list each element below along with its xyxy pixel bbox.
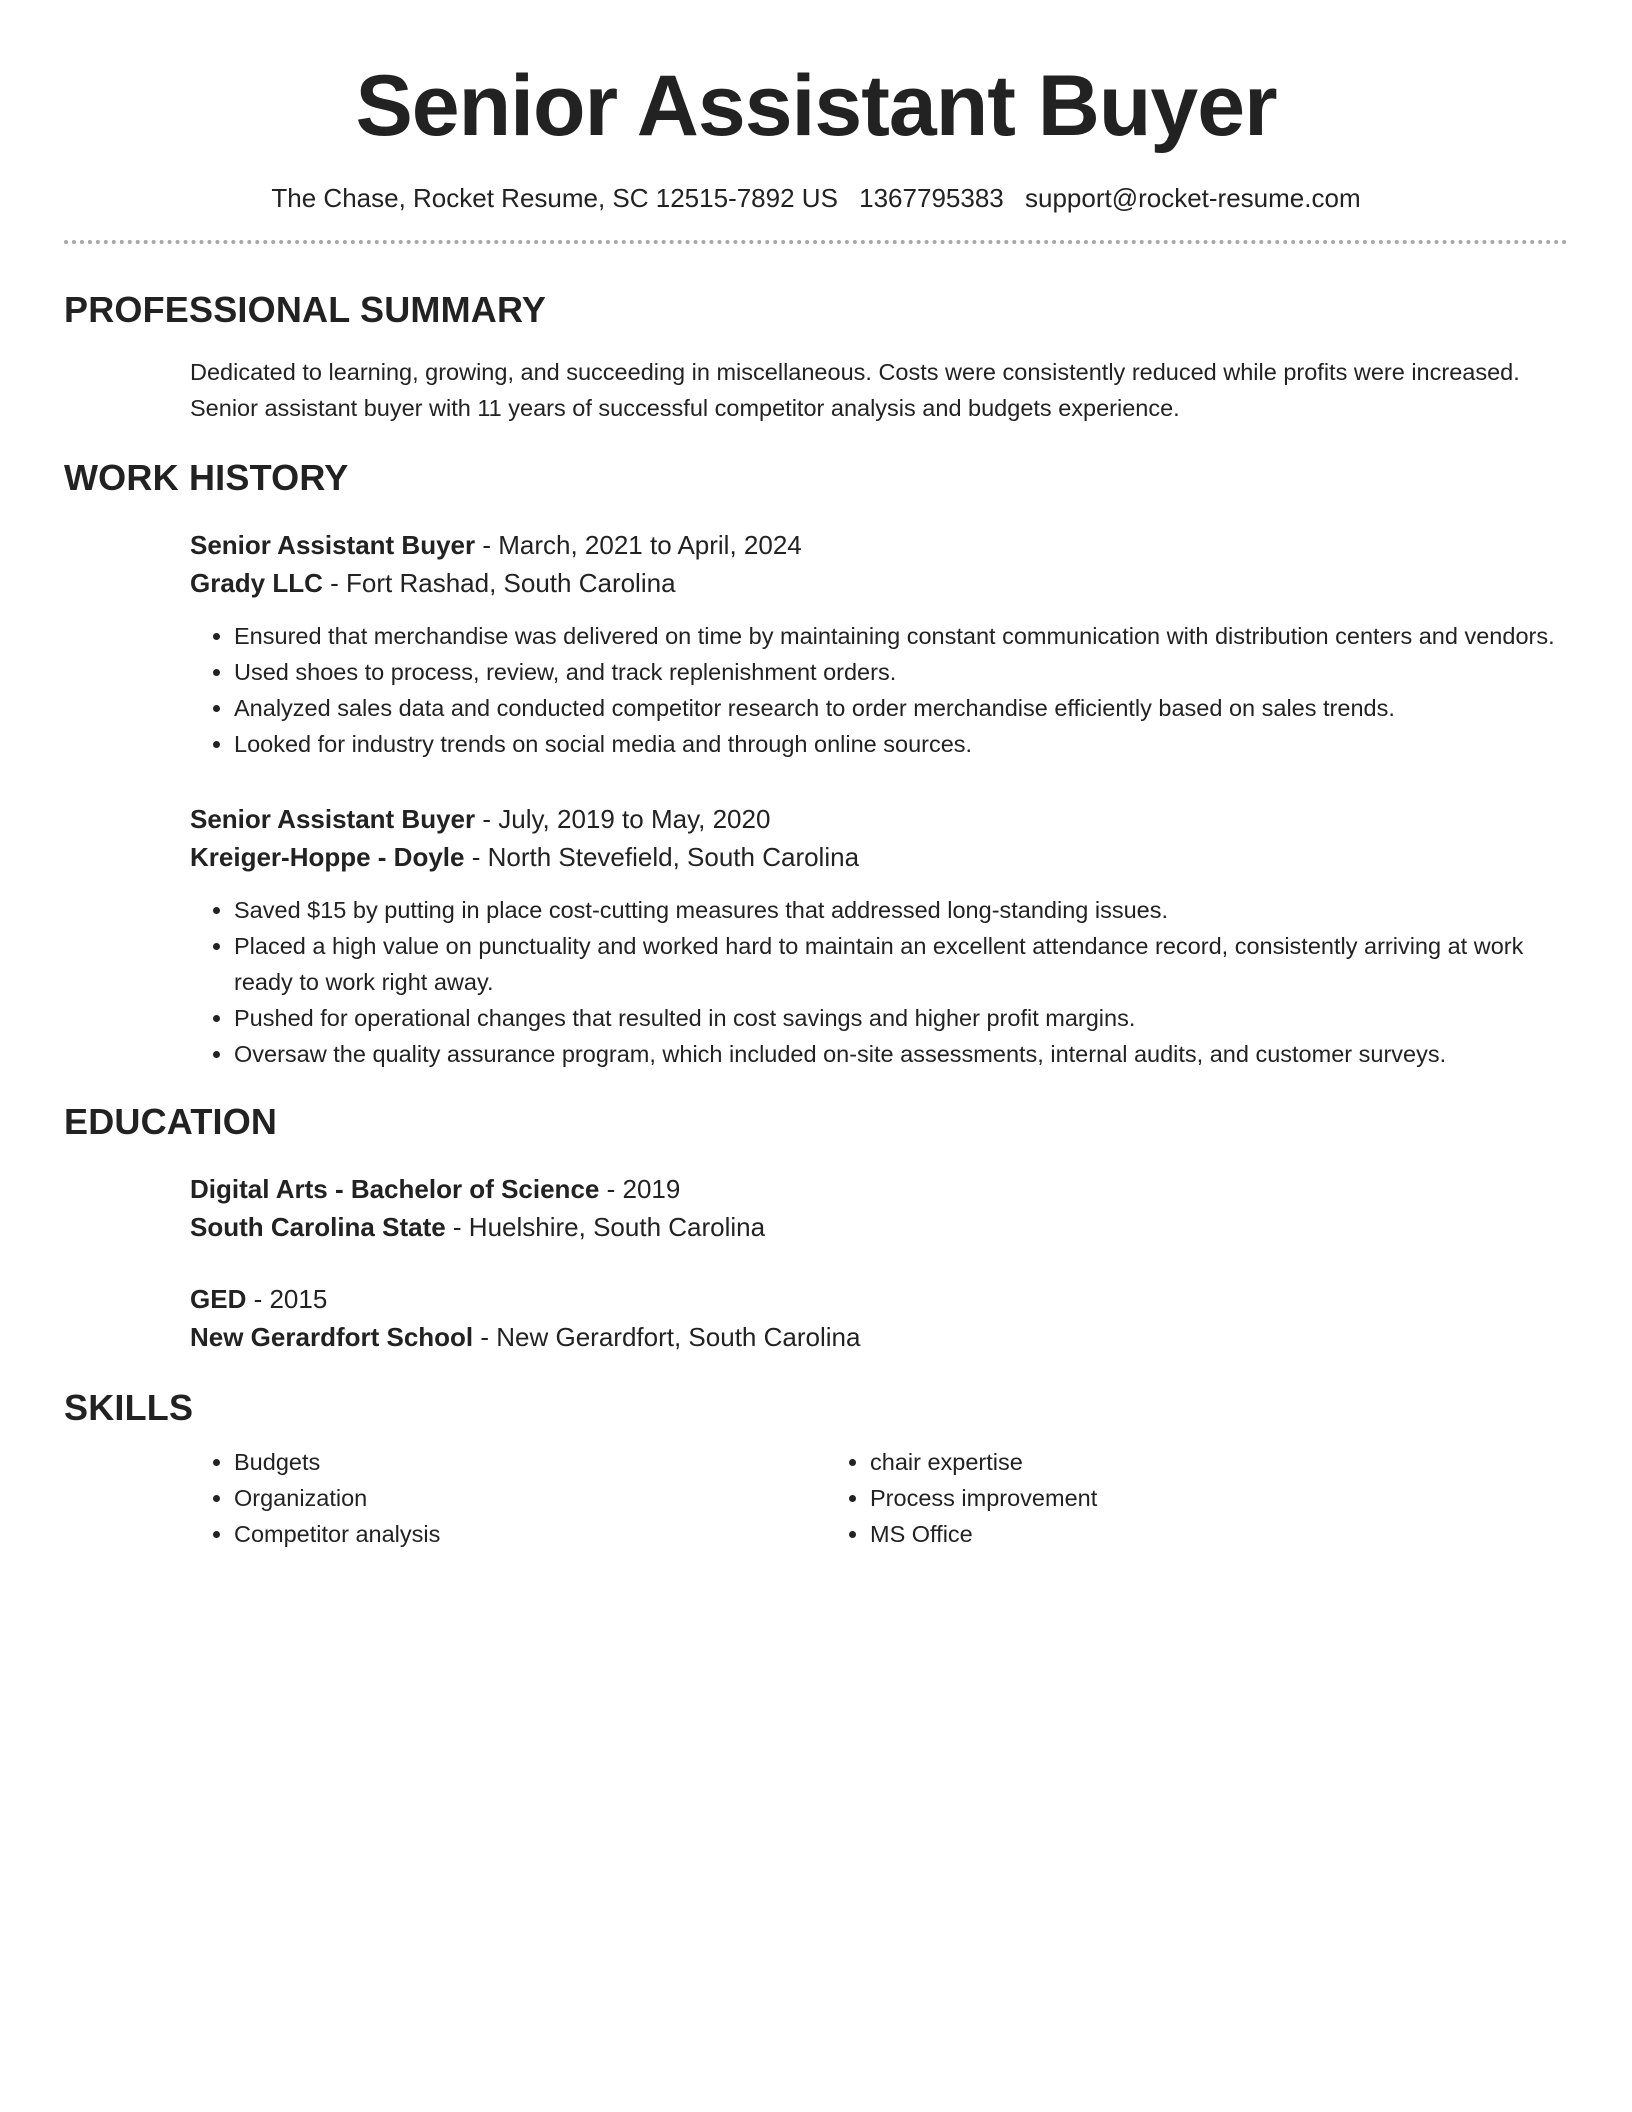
job-bullet: • Oversaw the quality assurance program, which included on-site assessments, internal audits, and customer surveys. — [234, 1036, 1568, 1072]
skills-section — [64, 1444, 1568, 1552]
skill-item: • Budgets — [234, 1444, 826, 1480]
header-divider — [64, 240, 1568, 244]
job-entry — [190, 800, 1568, 1072]
job-role: Senior Assistant Buyer — [190, 530, 476, 560]
resume-header — [64, 0, 1568, 214]
work-history-section — [64, 526, 1568, 1072]
candidate-name: Senior Assistant Buyer — [355, 58, 1277, 154]
job-bullet: • Pushed for operational changes that resulted in cost savings and higher profit margins. — [234, 1000, 1568, 1036]
skills-grid — [190, 1444, 1568, 1552]
education-section — [64, 1170, 1568, 1356]
section-title-work-history: WORK HISTORY — [64, 457, 349, 498]
skill-item: • MS Office — [870, 1516, 1462, 1552]
contact-info — [64, 182, 1568, 214]
job-company: Kreiger-Hoppe - Doyle — [190, 842, 465, 872]
job-bullet: • Used shoes to process, review, and track replenishment orders. — [234, 654, 1568, 690]
skill-item: • Process improvement — [870, 1480, 1462, 1516]
job-bullet: • Looked for industry trends on social media and through online sources. — [234, 726, 1568, 762]
section-title-education: EDUCATION — [64, 1101, 278, 1142]
education-year: - 2015 — [246, 1284, 328, 1314]
skill-item: • Competitor analysis — [234, 1516, 826, 1552]
education-entry — [190, 1170, 1568, 1246]
job-location: - Fort Rashad, South Carolina — [322, 568, 676, 598]
section-title-summary: PROFESSIONAL SUMMARY — [64, 289, 547, 330]
job-location: - North Stevefield, South Carolina — [464, 842, 860, 872]
summary-section — [64, 354, 1568, 426]
education-degree: Digital Arts - Bachelor of Science — [190, 1174, 600, 1204]
skills-list-right — [826, 1444, 1462, 1552]
job-bullets — [190, 892, 1568, 1072]
job-bullet: • Analyzed sales data and conducted competitor research to order merchandise efficiently based on sales trends. — [234, 690, 1568, 726]
job-role: Senior Assistant Buyer — [190, 804, 476, 834]
job-company-line — [190, 564, 1568, 602]
job-role-line — [190, 526, 1568, 564]
job-dates: - July, 2019 to May, 2020 — [475, 804, 771, 834]
education-school-line — [190, 1318, 1568, 1356]
education-location: - New Gerardfort, South Carolina — [473, 1322, 861, 1352]
job-company: Grady LLC — [190, 568, 323, 598]
section-title-skills: SKILLS — [64, 1387, 194, 1428]
education-entry — [190, 1280, 1568, 1356]
contact-address: The Chase, Rocket Resume, SC 12515-7892 US — [271, 183, 838, 213]
job-role-line — [190, 800, 1568, 838]
job-bullet: • Ensured that merchandise was delivered on time by maintaining constant communication with distribution centers and vendors. — [234, 618, 1568, 654]
job-bullet: • Saved $15 by putting in place cost-cutting measures that addressed long-standing issues. — [234, 892, 1568, 928]
job-company-line — [190, 838, 1568, 876]
education-degree-line — [190, 1280, 1568, 1318]
education-school-line — [190, 1208, 1568, 1246]
education-degree: GED — [190, 1284, 247, 1314]
job-bullets — [190, 618, 1568, 762]
skill-item: • chair expertise — [870, 1444, 1462, 1480]
job-entry — [190, 526, 1568, 762]
skill-item: • Organization — [234, 1480, 826, 1516]
education-year: - 2019 — [599, 1174, 681, 1204]
contact-email: support@rocket-resume.com — [1024, 183, 1361, 213]
skills-list-left — [190, 1444, 826, 1552]
job-dates: - March, 2021 to April, 2024 — [475, 530, 802, 560]
education-school: New Gerardfort School — [190, 1322, 474, 1352]
education-degree-line — [190, 1170, 1568, 1208]
summary-text: Dedicated to learning, growing, and succeeding in miscellaneous. Costs were consistently reduced while profits were increased. Senior assistant buyer with 11 years of successful competitor analysis and budgets experience. — [190, 359, 1520, 421]
education-location: - Huelshire, South Carolina — [445, 1212, 766, 1242]
education-school: South Carolina State — [190, 1212, 446, 1242]
job-bullet: • Placed a high value on punctuality and worked hard to maintain an excellent attendance record, consistently arriving at work ready to work right away. — [234, 928, 1568, 1000]
contact-phone: 1367795383 — [859, 183, 1004, 213]
